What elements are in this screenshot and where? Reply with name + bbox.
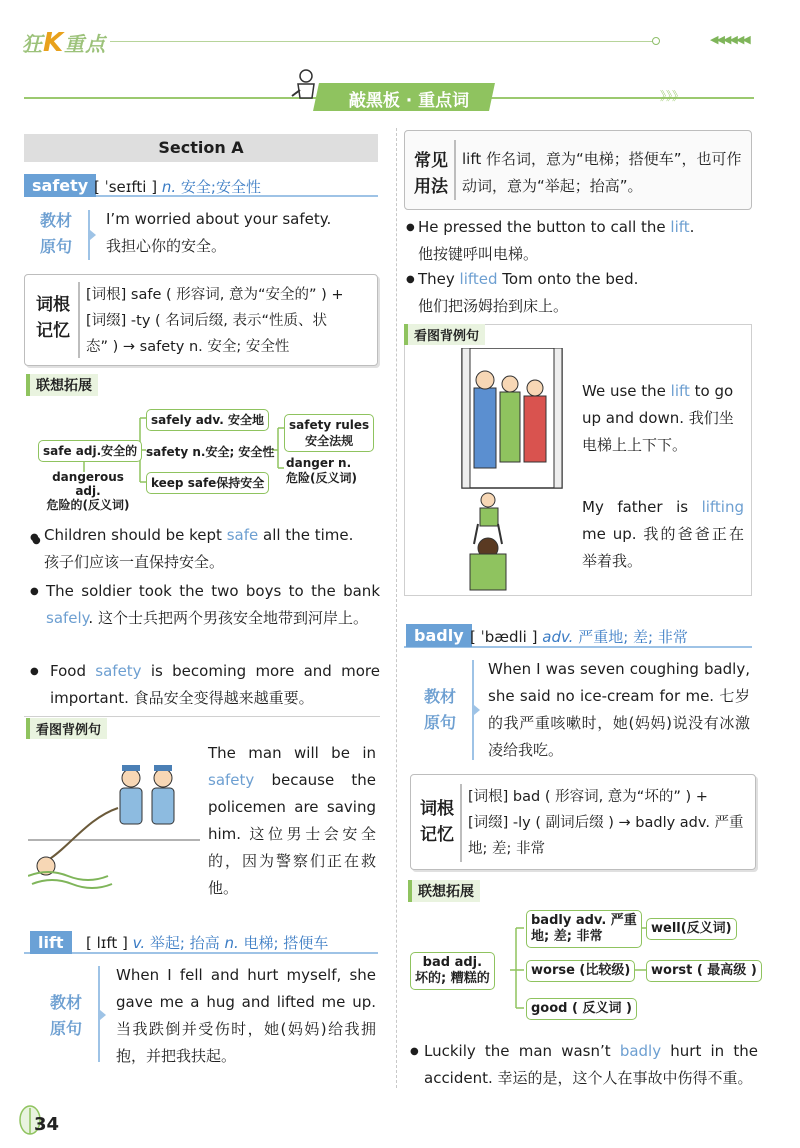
lift-definition: [ lɪft ] v. 举起; 抬高 n. 电梯; 搭便车 xyxy=(86,934,329,952)
textbook-label: 教材 原句 xyxy=(50,993,83,1038)
page-number: 34 xyxy=(34,1114,60,1135)
map-danger: danger n. 危险(反义词) xyxy=(286,456,357,485)
map-safely: safely adv. 安全地 xyxy=(146,409,269,431)
assoc-label: 联想拓展 xyxy=(26,374,98,396)
pic-label: 看图背例句 xyxy=(26,718,107,739)
lift-sentence-2: They lifted Tom onto the bed. 他们把汤姆抬到床上。 xyxy=(418,270,639,315)
safety-picture-text: The man will be in safety because the policemen are saving him. 这位男士会安全的，因为警察们正在救他。 xyxy=(208,744,376,897)
lift-textbook-example: When I fell and hurt myself, she gave me a hug and lifted me up. 当我跌倒并受伤时，她(妈妈)给我拥抱，并把我扶起。 xyxy=(116,966,376,1065)
word-tag-lift: lift xyxy=(30,931,72,954)
root-bar xyxy=(460,784,462,862)
map-well: well(反义词) xyxy=(646,918,737,940)
section-title: Section A xyxy=(24,134,378,162)
map-keep-safe: keep safe保持安全 xyxy=(146,472,269,494)
root-label: 词根 记忆 xyxy=(36,295,70,341)
lift-usage-text: lift 作名词，意为“电梯；搭便车”，也可作动词，意为“举起；抬高”。 xyxy=(462,150,742,195)
pointer-icon xyxy=(474,705,480,715)
bullet-icon: ● xyxy=(30,586,39,597)
textbook-label: 教材 原句 xyxy=(424,687,457,732)
badly-sentence: Luckily the man wasn’t badly hurt in the accident. 幸运的是，这个人在事故中伤得不重。 xyxy=(424,1042,758,1087)
pic-label: 看图背例句 xyxy=(404,324,485,345)
map-dangerous: dangerous adj. 危险的(反义词) xyxy=(46,470,130,512)
badly-definition: [ ˈbædli ] adv. 严重地; 差; 非常 xyxy=(470,628,688,646)
badly-textbook-example: When I was seven coughing badly, she said no ice-cream for me. 七岁的我严重咳嗽时，她(妈妈)说没有冰激凌给我吃。 xyxy=(488,660,750,759)
safety-sentence-2: The soldier took the two boys to the bank safely. 这个士兵把两个男孩安全地带到河岸上。 xyxy=(46,582,380,627)
header-arrows-icon: ◀◀◀◀◀◀ xyxy=(710,33,749,46)
elevator-illustration xyxy=(408,348,574,592)
bullet-icon: ● xyxy=(30,532,39,543)
header-line xyxy=(110,41,655,42)
rescue-illustration xyxy=(28,748,200,898)
badly-root-text: [词根] bad ( 形容词, 意为“坏的” ) + [词缀] -ly ( 副词后缀 ) → badly adv. 严重 地; 差; 非常 xyxy=(468,789,744,857)
assoc-label: 联想拓展 xyxy=(408,880,480,902)
header-dot xyxy=(652,37,660,45)
safety-sentence-1: Children should be kept safe all the time. 孩子们应该一直保持安全。 xyxy=(44,526,354,571)
bullet-icon: ● xyxy=(406,274,415,285)
map-good: good ( 反义词 ) xyxy=(526,998,637,1020)
brand-logo: 狂K重点 xyxy=(22,28,107,58)
usage-bar xyxy=(454,140,456,200)
map-worse: worse (比较级) xyxy=(526,960,635,982)
mascot-icon xyxy=(284,66,324,106)
textbook-label: 教材 原句 xyxy=(40,211,73,256)
map-badly-adv: badly adv. 严重 地; 差; 非常 xyxy=(526,910,642,948)
safety-sentence-3: Food safety is becoming more and more important. 食品安全变得越来越重要。 xyxy=(50,662,380,707)
map-safe-adj: safe adj.安全的 xyxy=(38,440,142,462)
column-separator xyxy=(396,128,397,1088)
banner-title: 敲黑板 · 重点词 xyxy=(348,91,470,111)
root-bar xyxy=(78,282,80,358)
map-worst: worst ( 最高级 ) xyxy=(646,960,762,982)
safety-definition: [ ˈseɪfti ] n. 安全;安全性 xyxy=(94,178,261,196)
map-bad-adj: bad adj. 坏的; 糟糕的 xyxy=(410,952,495,990)
word-tag-safety: safety xyxy=(24,174,96,197)
word-tag-badly: badly xyxy=(406,624,472,647)
safety-root-text: [词根] safe ( 形容词, 意为“安全的” ) + [词缀] -ty ( 名词后缀, 表示“性质、状 态” ) → safety n. 安全; 安全性 xyxy=(86,287,344,355)
lift-sentence-1: He pressed the button to call the lift. 他按键呼叫电梯。 xyxy=(418,218,695,263)
map-safety-rules: safety rules 安全法规 xyxy=(284,414,374,452)
safety-textbook-example: I’m worried about your safety. 我担心你的安全。 xyxy=(106,210,332,255)
pointer-icon xyxy=(90,230,96,240)
bullet-icon: ● xyxy=(30,666,39,677)
usage-label: 常见 用法 xyxy=(414,151,448,197)
pointer-icon xyxy=(100,1010,106,1020)
map-safety-n: safety n.安全; 安全性 xyxy=(146,445,275,459)
bullet-icon: ● xyxy=(406,222,415,233)
lift-picture-text-2: My father is lifting me up. 我的爸爸正在举着我。 xyxy=(582,498,744,570)
root-label: 词根 记忆 xyxy=(420,799,454,845)
banner-arrows-icon: 》》》 xyxy=(660,89,685,103)
bullet-icon: ● xyxy=(410,1046,419,1057)
lift-picture-text-1: We use the lift to go up and down. 我们坐电梯上上下下。 xyxy=(582,382,734,454)
